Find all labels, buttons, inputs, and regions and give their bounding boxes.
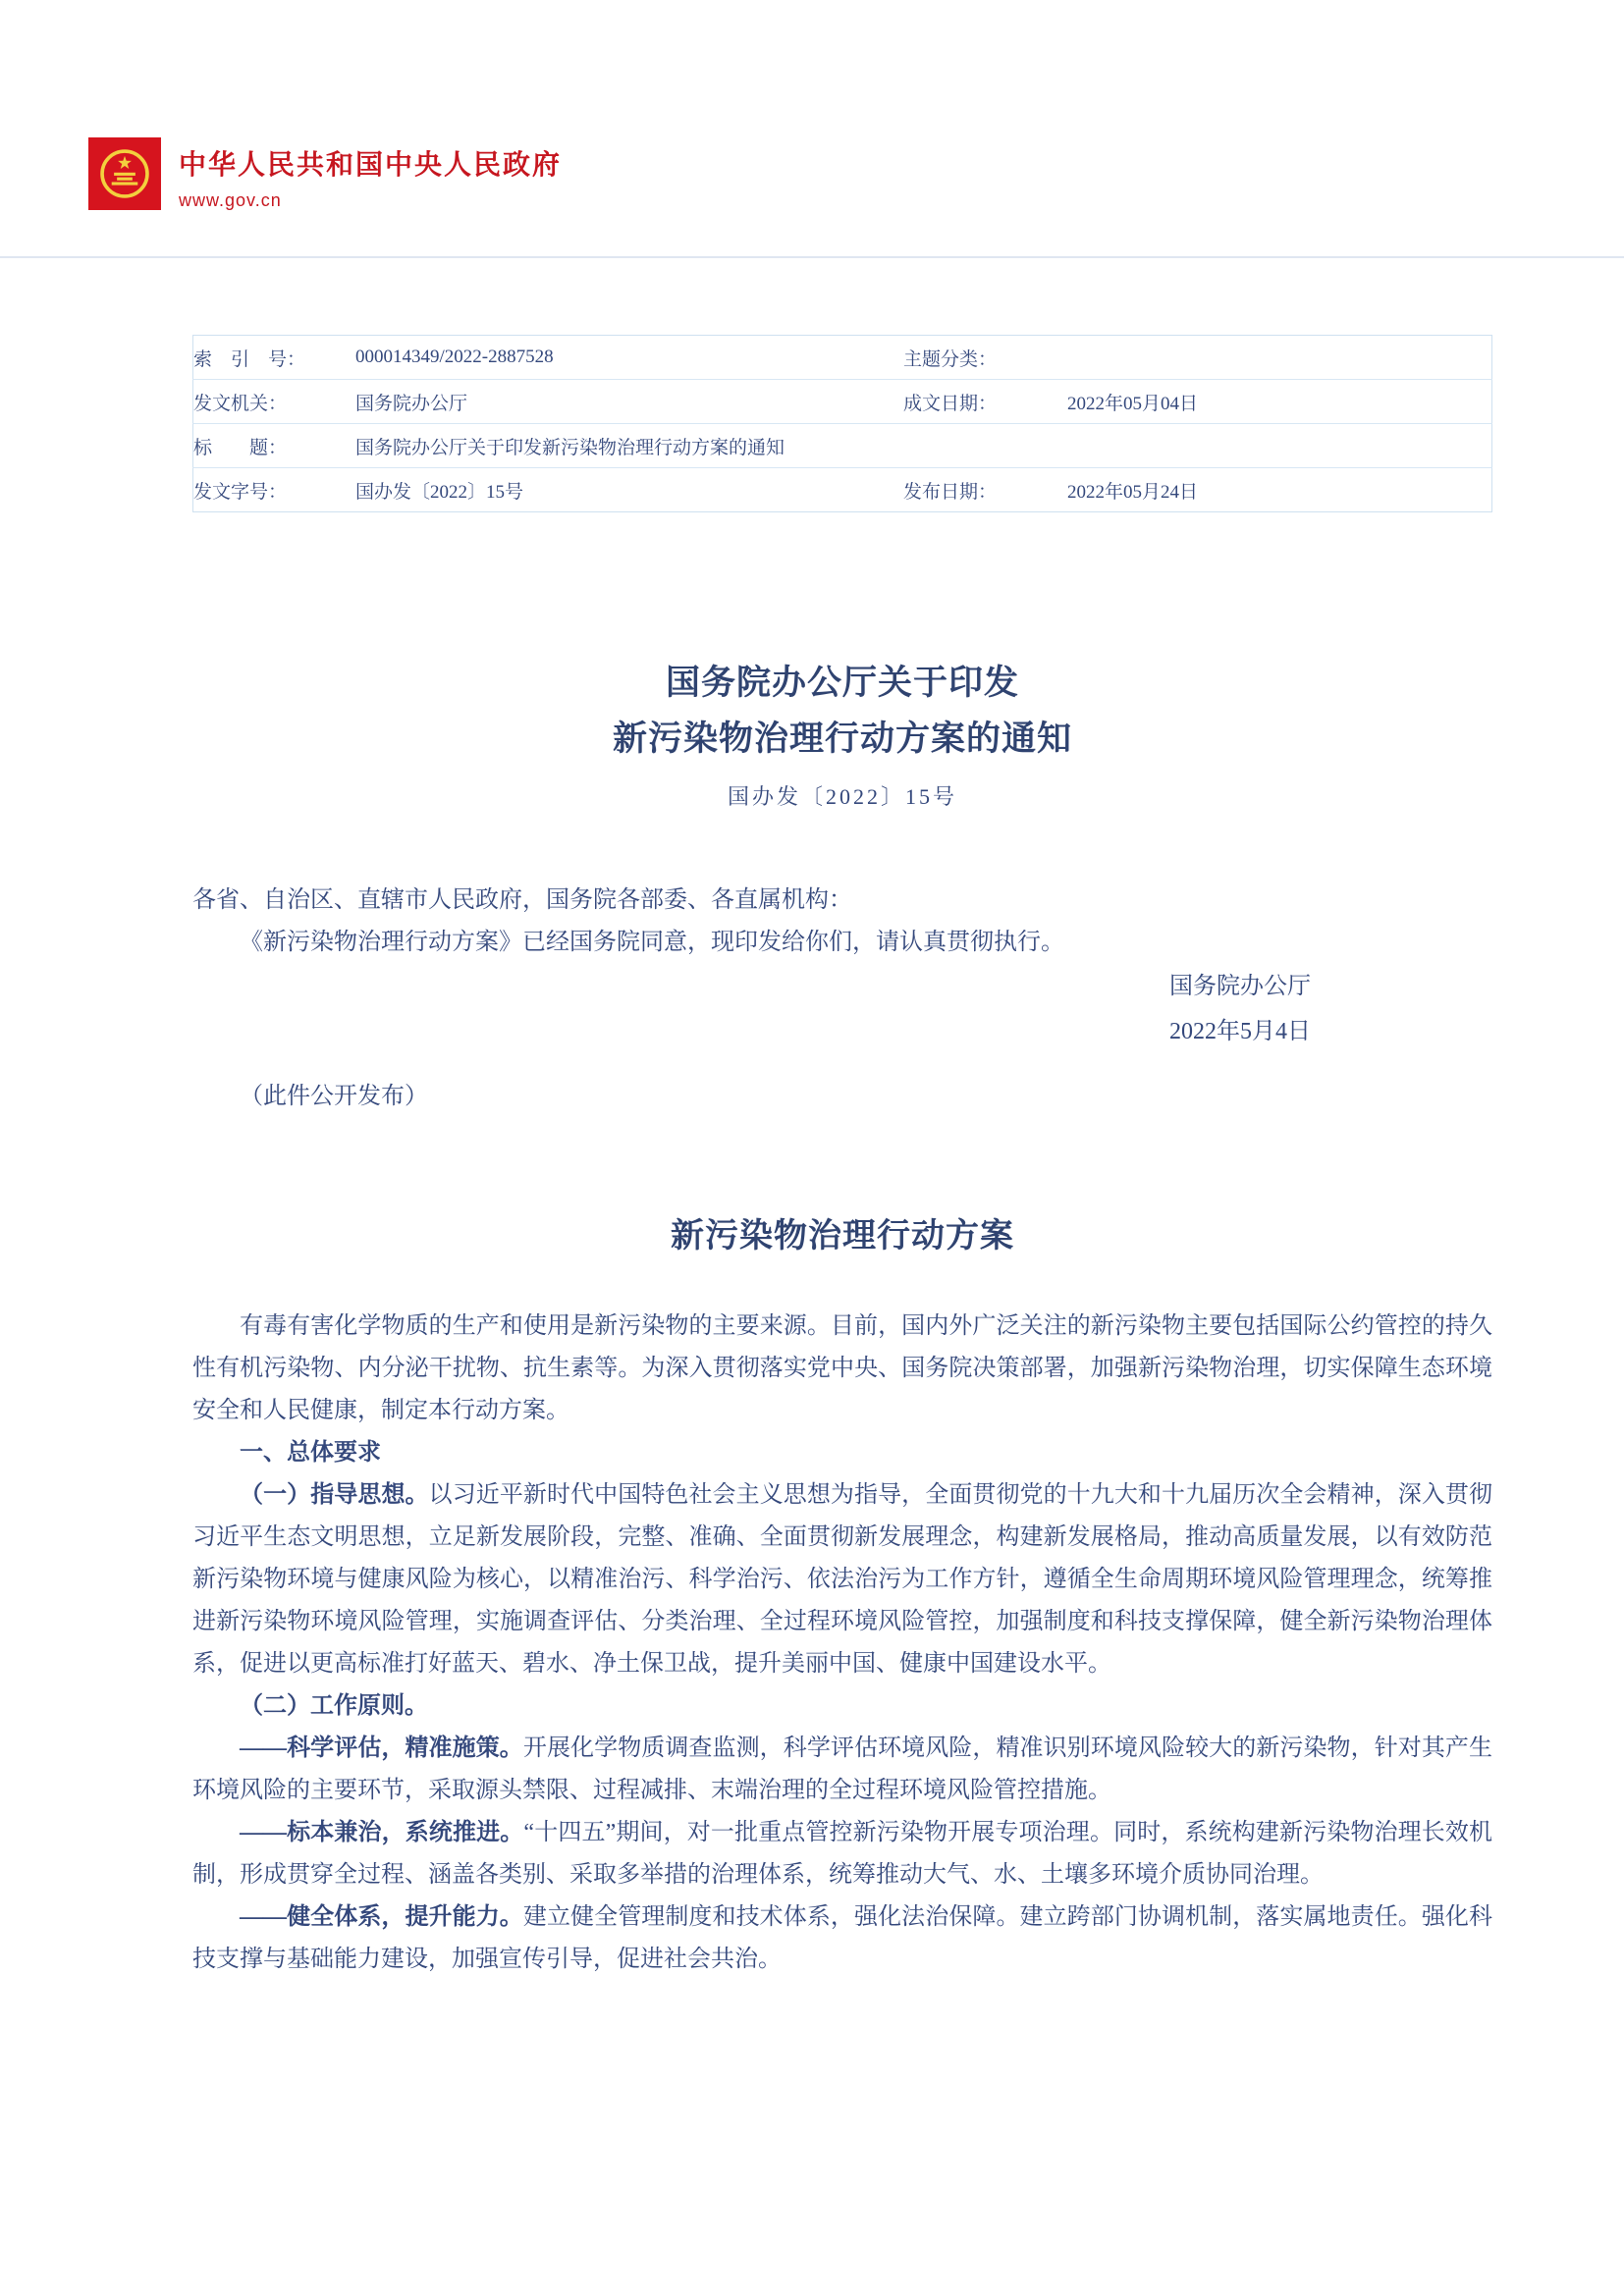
paragraph-lead: ——科学评估，精准施策。 <box>240 1735 523 1762</box>
salutation: 各省、自治区、直辖市人民政府，国务院各部委、各直属机构： <box>192 887 852 914</box>
notice-body: 《新污染物治理行动方案》已经国务院同意，现印发给你们，请认真贯彻执行。 <box>240 930 1064 956</box>
signer: 国务院办公厅 <box>1169 974 1311 1000</box>
meta-publish-date-value: 2022年05月24日 <box>1067 468 1492 512</box>
paragraph-lead: （一）指导思想。 <box>240 1482 429 1509</box>
document-title <box>192 656 1492 767</box>
meta-agency-value: 国务院办公厅 <box>355 380 903 424</box>
meta-row <box>193 336 1492 380</box>
meta-agency-label: 发文机关： <box>193 380 356 424</box>
meta-row <box>193 468 1492 512</box>
paragraph-lead: （二）工作原则。 <box>240 1693 428 1720</box>
document-meta-table <box>192 335 1492 512</box>
meta-theme-value <box>1067 336 1492 380</box>
article-paragraph <box>192 1896 1492 1981</box>
meta-written-date-label: 成文日期： <box>903 380 1067 424</box>
article-title: 新污染物治理行动方案 <box>671 1218 1014 1255</box>
paragraph-lead: ——健全体系，提升能力。 <box>240 1904 523 1931</box>
meta-doc-no-label: 发文字号： <box>193 468 356 512</box>
paragraph-text: 开展化学物质调查监测，科学评估环境风险，精准识别环境风险较大的新污染物，针对其产生环境风险的主要环节，采取源头禁限、过程减排、末端治理的全过程环境风险管控措施。 <box>192 1735 1493 1804</box>
header-divider <box>0 256 1624 258</box>
sign-date: 2022年5月4日 <box>1169 1019 1311 1045</box>
article-paragraph <box>192 1306 1492 1432</box>
paragraph-text: “十四五”期间，对一批重点管控新污染物开展专项治理。同时，系统构建新污染物治理长效机制，形成贯穿全过程、涵盖各类别、采取多举措的治理体系，统筹推动大气、水、土壤多环境介质协同治理。 <box>192 1820 1492 1889</box>
article-section-heading <box>192 1432 1492 1474</box>
national-emblem-icon <box>96 145 153 202</box>
national-emblem-logo[interactable] <box>88 137 161 210</box>
public-release-note: （此件公开发布） <box>240 1084 428 1110</box>
meta-title-label: 标 题： <box>193 424 356 468</box>
paragraph-text: 有毒有害化学物质的生产和使用是新污染物的主要来源。目前，国内外广泛关注的新污染物主要包括国际公约管控的持久性有机污染物、内分泌干扰物、抗生素等。为深入贯彻落实党中央、国务院决策部署，加强新污染物治理，切实保障生态环境安全和人民健康，制定本行动方案。 <box>192 1313 1492 1424</box>
article-paragraph <box>192 1812 1492 1896</box>
meta-title-value: 国务院办公厅关于印发新污染物治理行动方案的通知 <box>355 424 1492 468</box>
gov-brand <box>88 137 1624 211</box>
paragraph-lead: 一、总体要求 <box>240 1440 381 1467</box>
meta-index-label: 索 引 号： <box>193 348 306 370</box>
document-number: 国办发〔2022〕15号 <box>727 784 957 810</box>
paragraph-text: 以习近平新时代中国特色社会主义思想为指导，全面贯彻党的十九大和十九届历次全会精神，深入贯彻习近平生态文明思想，立足新发展阶段，完整、准确、全面贯彻新发展理念，构建新发展格局，推动高质量发展，以有效防范新污染物环境与健康风险为核心，以精准治污、科学治污、依法治污为工作方针，遵循全生命周期环境风险管理理念，统筹推进新污染物环境风险管理，实施调查评估、分类治理、全过程环境风险管控，加强制度和科技支撑保障，健全新污染物治理体系，促进以更高标准打好蓝天、碧水、净土保卫战，提升美丽中国、健康中国建设水平。 <box>192 1482 1493 1678</box>
meta-row <box>193 380 1492 424</box>
meta-index-value: 000014349/2022-2887528 <box>355 347 554 367</box>
article-paragraph <box>192 1685 1492 1728</box>
document-title-line1: 国务院办公厅关于印发 <box>665 664 1019 702</box>
site-header <box>0 0 1624 211</box>
site-url-link[interactable]: www.gov.cn <box>179 190 282 210</box>
signature-block <box>1169 964 1311 1054</box>
paragraph-text: 建立健全管理制度和技术体系，强化法治保障。建立跨部门协调机制，落实属地责任。强化科技支撑与基础能力建设，加强宣传引导，促进社会共治。 <box>192 1904 1493 1973</box>
document <box>192 335 1492 1981</box>
site-title[interactable]: 中华人民共和国中央人民政府 <box>179 149 563 180</box>
meta-theme-label: 主题分类： <box>903 348 998 370</box>
article-paragraph <box>192 1474 1492 1685</box>
meta-doc-no-value: 国办发〔2022〕15号 <box>355 468 903 512</box>
meta-written-date-value: 2022年05月04日 <box>1067 380 1492 424</box>
article-paragraph <box>192 1728 1492 1812</box>
meta-row <box>193 424 1492 468</box>
document-title-line2: 新污染物治理行动方案的通知 <box>612 719 1072 758</box>
meta-publish-date-label: 发布日期： <box>903 468 1067 512</box>
paragraph-lead: ——标本兼治，系统推进。 <box>240 1820 524 1846</box>
brand-text <box>179 137 562 211</box>
